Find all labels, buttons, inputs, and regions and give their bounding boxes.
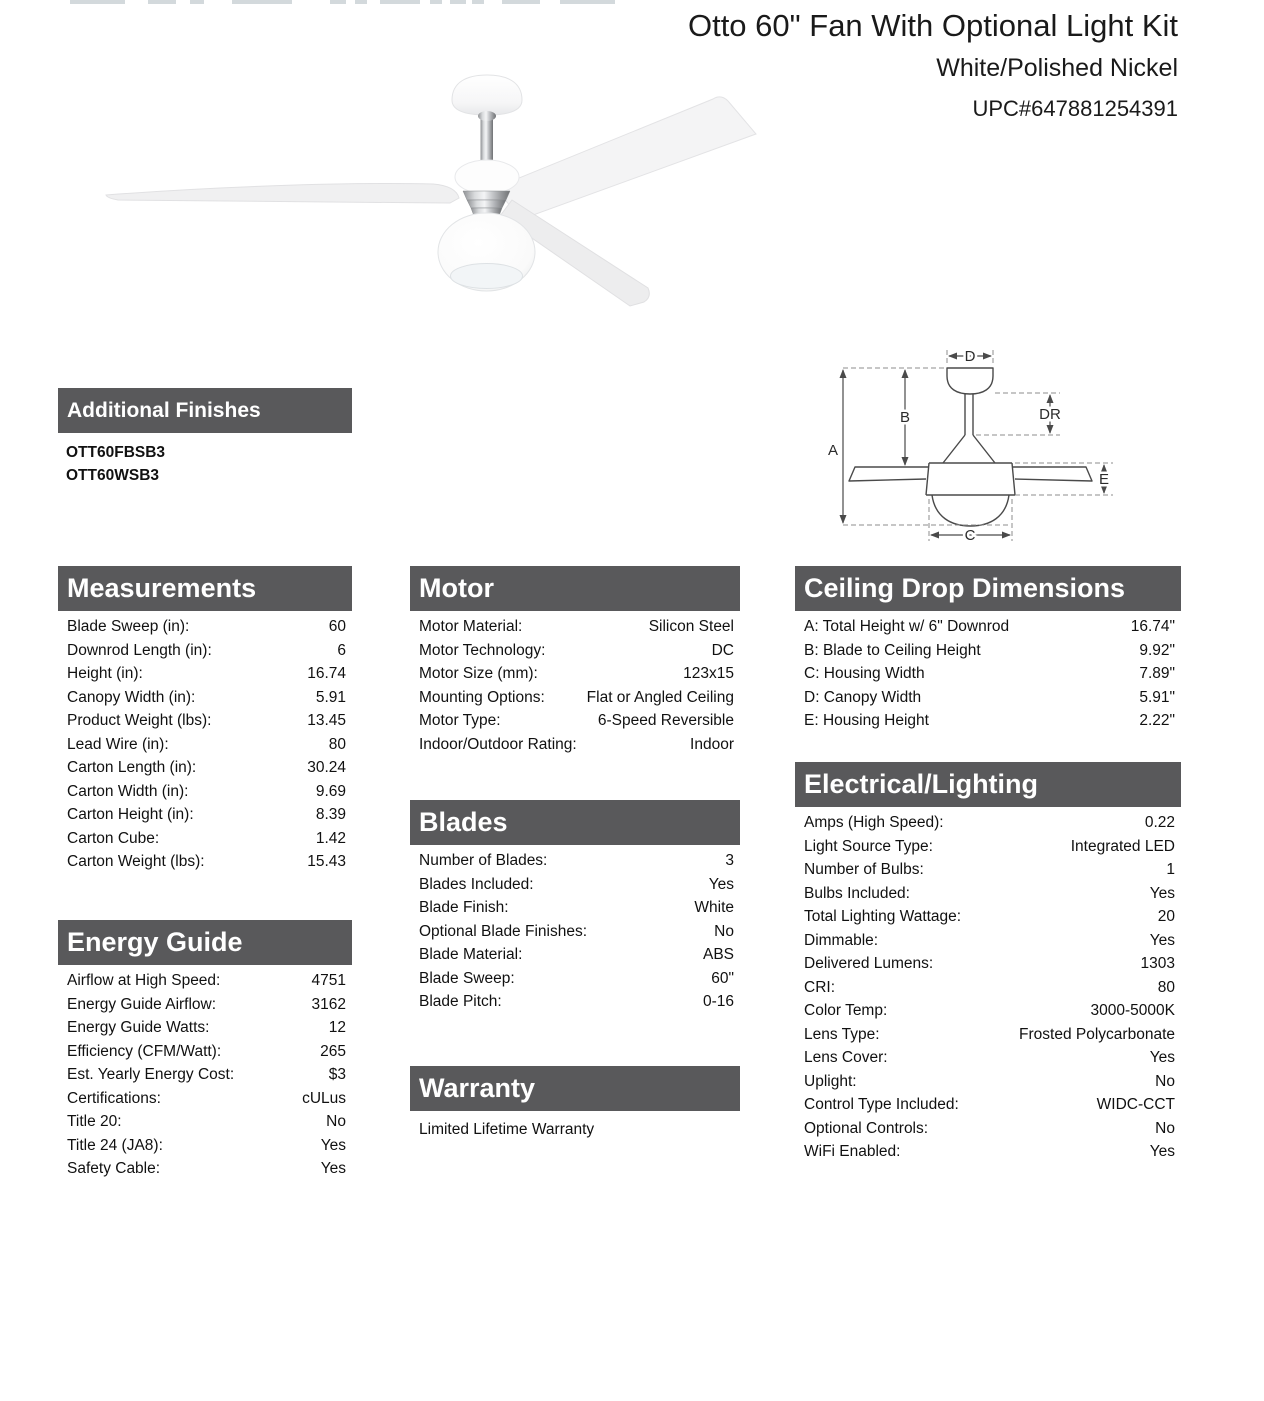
spec-label: Carton Cube: (67, 829, 160, 847)
spec-value: 80 (1157, 978, 1175, 996)
spec-label: Lead Wire (in): (67, 735, 169, 753)
spec-label: Carton Height (in): (67, 806, 194, 823)
spec-label: Title 20: (67, 1113, 122, 1130)
spec-label: Product Weight (lbs): (67, 712, 212, 729)
section-header: Blades (410, 800, 740, 845)
spec-label: Canopy Width (in): (67, 688, 196, 706)
spec-row (58, 780, 352, 804)
spec-row (410, 896, 740, 920)
section-header: Electrical/Lighting (795, 762, 1181, 807)
spec-label: Carton Width (in): (67, 782, 189, 800)
section-electrical-lighting (795, 762, 1181, 1164)
spec-row (410, 639, 740, 663)
spec-value: Yes (320, 1160, 346, 1177)
spec-row (795, 999, 1181, 1023)
spec-rows (795, 615, 1181, 733)
section-header: Measurements (58, 566, 352, 611)
spec-label: Blade Sweep (in): (67, 618, 190, 635)
spec-label: Indoor/Outdoor Rating: (419, 735, 577, 753)
spec-label: Number of Bulbs: (804, 861, 924, 878)
spec-row (410, 662, 740, 686)
section-header: Additional Finishes (58, 388, 352, 433)
spec-value: No (326, 1113, 346, 1130)
fan-canopy (452, 75, 522, 115)
spec-row (58, 686, 352, 710)
cropped-text-fragment (472, 0, 484, 4)
spec-label: Blade Pitch: (419, 993, 502, 1010)
spec-rows (58, 615, 352, 874)
spec-label: Delivered Lumens: (804, 955, 934, 972)
fan-blade-left (106, 184, 459, 203)
spec-label: C: Housing Width (804, 665, 925, 682)
cropped-text-fragment (380, 0, 420, 4)
spec-value: 1303 (1140, 955, 1175, 972)
spec-label: Energy Guide Watts: (67, 1019, 210, 1036)
spec-row (58, 615, 352, 639)
spec-value: 6 (337, 641, 346, 659)
spec-label: Title 24 (JA8): (67, 1136, 163, 1154)
section-blades (410, 800, 740, 1014)
spec-value: 16.74" (1130, 618, 1175, 635)
spec-row (795, 709, 1181, 733)
spec-value: 1.42 (315, 829, 346, 847)
spec-row (795, 615, 1181, 639)
spec-row (410, 920, 740, 944)
spec-label: Blade Material: (419, 946, 523, 963)
spec-value: Flat or Angled Ceiling (586, 688, 734, 706)
spec-row (410, 686, 740, 710)
spec-label: Uplight: (804, 1072, 857, 1090)
spec-label: Energy Guide Airflow: (67, 995, 217, 1013)
spec-value: 5.91 (315, 688, 346, 706)
spec-row (58, 756, 352, 780)
spec-row (58, 1063, 352, 1087)
spec-label: Bulbs Included: (804, 884, 910, 902)
spec-label: Lens Type: (804, 1025, 880, 1043)
spec-value: 3 (725, 852, 734, 869)
cropped-text-fragment (560, 0, 615, 4)
spec-value: 60 (328, 618, 346, 635)
spec-row (795, 1023, 1181, 1047)
spec-row (58, 1157, 352, 1181)
spec-value: 5.91" (1139, 688, 1175, 706)
spec-label: Airflow at High Speed: (67, 972, 221, 989)
spec-label: Est. Yearly Energy Cost: (67, 1066, 235, 1083)
spec-row (410, 615, 740, 639)
spec-row (795, 835, 1181, 859)
fan-canopy-mount (478, 111, 496, 121)
spec-value: 80 (328, 735, 346, 753)
spec-label: WiFi Enabled: (804, 1143, 901, 1160)
section-header: Motor (410, 566, 740, 611)
spec-row (58, 662, 352, 686)
spec-row (795, 858, 1181, 882)
spec-value: Frosted Polycarbonate (1019, 1025, 1175, 1043)
spec-value: DC (711, 641, 734, 659)
section-additional-finishes (58, 388, 352, 487)
spec-value: 16.74 (307, 665, 346, 682)
spec-label: A: Total Height w/ 6" Downrod (804, 618, 1010, 635)
spec-label: Mounting Options: (419, 688, 545, 706)
spec-value: Yes (320, 1136, 346, 1154)
spec-label: Blades Included: (419, 875, 534, 893)
upc-code: UPC#647881254391 (972, 96, 1178, 121)
spec-value: Silicon Steel (648, 618, 734, 635)
spec-row (58, 1016, 352, 1040)
spec-label: Efficiency (CFM/Watt): (67, 1042, 222, 1060)
spec-label: Amps (High Speed): (804, 814, 944, 831)
spec-value: 2.22" (1139, 712, 1175, 729)
spec-value: 30.24 (307, 759, 346, 776)
spec-row (410, 709, 740, 733)
spec-row (58, 709, 352, 733)
spec-value: Yes (1149, 931, 1175, 949)
dimension-diagram (828, 336, 1180, 568)
spec-row (410, 849, 740, 873)
spec-label: Motor Type: (419, 712, 501, 729)
spec-row (58, 803, 352, 827)
spec-row (795, 1140, 1181, 1164)
spec-row (410, 943, 740, 967)
spec-label: Light Source Type: (804, 837, 933, 855)
spec-value: White (694, 899, 734, 916)
spec-value: Yes (1149, 884, 1175, 902)
spec-row (795, 1046, 1181, 1070)
spec-label: Blade Finish: (419, 899, 509, 916)
spec-value: 12 (328, 1019, 346, 1036)
finish-code: OTT60FBSB3 (66, 444, 166, 461)
spec-row (58, 639, 352, 663)
spec-value: 4751 (311, 972, 346, 989)
spec-value: WIDC-CCT (1096, 1096, 1175, 1113)
spec-label: E: Housing Height (804, 712, 929, 729)
spec-value: No (1155, 1072, 1175, 1090)
spec-row (58, 969, 352, 993)
spec-value: No (714, 922, 734, 940)
spec-value: 265 (320, 1042, 346, 1060)
spec-value: 3000-5000K (1090, 1002, 1175, 1019)
cropped-text-fragment (355, 0, 367, 4)
spec-value: No (1155, 1119, 1175, 1137)
spec-rows (58, 969, 352, 1181)
spec-value: Yes (708, 875, 734, 893)
section-measurements (58, 566, 352, 874)
finish-code: OTT60WSB3 (66, 467, 160, 484)
section-motor (410, 566, 740, 756)
cropped-text-fragment (190, 0, 204, 4)
fan-motor-hub (455, 160, 519, 194)
spec-value: Integrated LED (1070, 837, 1175, 855)
spec-row (795, 905, 1181, 929)
finish-code-list (58, 441, 352, 487)
spec-row (58, 1110, 352, 1134)
dim-label-c: C (964, 527, 976, 544)
spec-value: 15.43 (307, 853, 346, 870)
cropped-text-fragment (450, 0, 466, 4)
cropped-text-fragment (232, 0, 292, 4)
spec-value: Yes (1149, 1049, 1175, 1066)
spec-label: Lens Cover: (804, 1049, 888, 1066)
spec-label: Safety Cable: (67, 1160, 161, 1177)
spec-row (795, 882, 1181, 906)
spec-row (795, 976, 1181, 1000)
spec-label: Color Temp: (804, 1002, 888, 1019)
spec-label: Height (in): (67, 665, 143, 682)
dim-label-b: B (899, 409, 911, 426)
diagram-fan-outline (849, 368, 1092, 526)
spec-label: Carton Weight (lbs): (67, 853, 205, 870)
spec-rows (410, 615, 740, 756)
spec-row (795, 662, 1181, 686)
section-energy-guide (58, 920, 352, 1181)
spec-label: Motor Material: (419, 618, 523, 635)
spec-row (58, 733, 352, 757)
section-warranty (410, 1066, 740, 1141)
dim-label-e: E (1098, 471, 1110, 488)
spec-row (58, 827, 352, 851)
cropped-text-fragment (148, 0, 176, 4)
spec-label: Downrod Length (in): (67, 641, 212, 659)
section-header: Ceiling Drop Dimensions (795, 566, 1181, 611)
fan-blade-upper-right (497, 97, 756, 218)
spec-row (795, 811, 1181, 835)
spec-rows (410, 849, 740, 1014)
cropped-text-fragment (502, 0, 540, 4)
spec-label: Total Lighting Wattage: (804, 908, 962, 925)
spec-value: 123x15 (683, 665, 734, 682)
spec-value: ABS (702, 946, 734, 963)
dim-label-d: D (964, 348, 976, 365)
spec-row (795, 1093, 1181, 1117)
page-subtitle: White/Polished Nickel (936, 54, 1178, 82)
spec-value: 9.92" (1139, 641, 1175, 659)
spec-value: 1 (1166, 861, 1175, 878)
spec-value: 0.22 (1144, 814, 1175, 831)
spec-label: Dimmable: (804, 931, 879, 949)
spec-row (410, 733, 740, 757)
spec-label: Certifications: (67, 1089, 161, 1107)
spec-row (58, 850, 352, 874)
spec-value: 0-16 (702, 993, 734, 1010)
spec-row (410, 990, 740, 1014)
spec-label: Control Type Included: (804, 1096, 959, 1113)
spec-value: Yes (1149, 1143, 1175, 1160)
spec-label: Number of Blades: (419, 852, 548, 869)
spec-label: Motor Size (mm): (419, 665, 538, 682)
section-header: Warranty (410, 1066, 740, 1111)
spec-label: Optional Blade Finishes: (419, 922, 588, 940)
spec-value: Indoor (690, 735, 734, 753)
spec-value: 6-Speed Reversible (597, 712, 734, 729)
spec-row (58, 993, 352, 1017)
spec-row (795, 952, 1181, 976)
spec-label: Motor Technology: (419, 641, 546, 659)
diagram-dimension-arrows (843, 356, 1104, 535)
spec-value: 7.89" (1139, 665, 1175, 682)
diagram-extension-lines (843, 350, 1113, 541)
spec-value: 8.39 (315, 806, 346, 823)
cropped-text-fragment (430, 0, 442, 4)
spec-label: CRI: (804, 978, 835, 996)
spec-row (795, 639, 1181, 663)
spec-value: 20 (1157, 908, 1175, 925)
spec-row (58, 1087, 352, 1111)
spec-label: D: Canopy Width (804, 688, 922, 706)
spec-row (795, 1070, 1181, 1094)
spec-row (795, 1117, 1181, 1141)
spec-row (410, 967, 740, 991)
dim-label-a: A (828, 442, 839, 459)
spec-row (410, 873, 740, 897)
page-title: Otto 60" Fan With Optional Light Kit (687, 8, 1178, 43)
spec-rows (795, 811, 1181, 1164)
spec-label: Blade Sweep: (419, 969, 515, 987)
spec-value: 60" (711, 969, 734, 987)
cropped-text-fragment (70, 0, 125, 4)
spec-row (58, 1134, 352, 1158)
spec-label: Carton Length (in): (67, 759, 197, 776)
spec-label: Optional Controls: (804, 1119, 929, 1137)
spec-row (795, 686, 1181, 710)
spec-row (795, 929, 1181, 953)
fan-product-photo (60, 60, 770, 310)
spec-row (58, 1040, 352, 1064)
warranty-text: Limited Lifetime Warranty (419, 1121, 595, 1138)
section-ceiling-drop-dimensions (795, 566, 1181, 733)
spec-label: B: Blade to Ceiling Height (804, 641, 981, 659)
dim-label-dr: DR (1039, 406, 1061, 423)
spec-value: $3 (328, 1066, 346, 1083)
spec-value: 9.69 (315, 782, 346, 800)
spec-value: 13.45 (307, 712, 346, 729)
section-header: Energy Guide (58, 920, 352, 965)
fan-light-lens (451, 264, 523, 289)
spec-value: 3162 (311, 995, 346, 1013)
cropped-text-fragment (330, 0, 346, 4)
spec-value: cULus (302, 1089, 346, 1107)
